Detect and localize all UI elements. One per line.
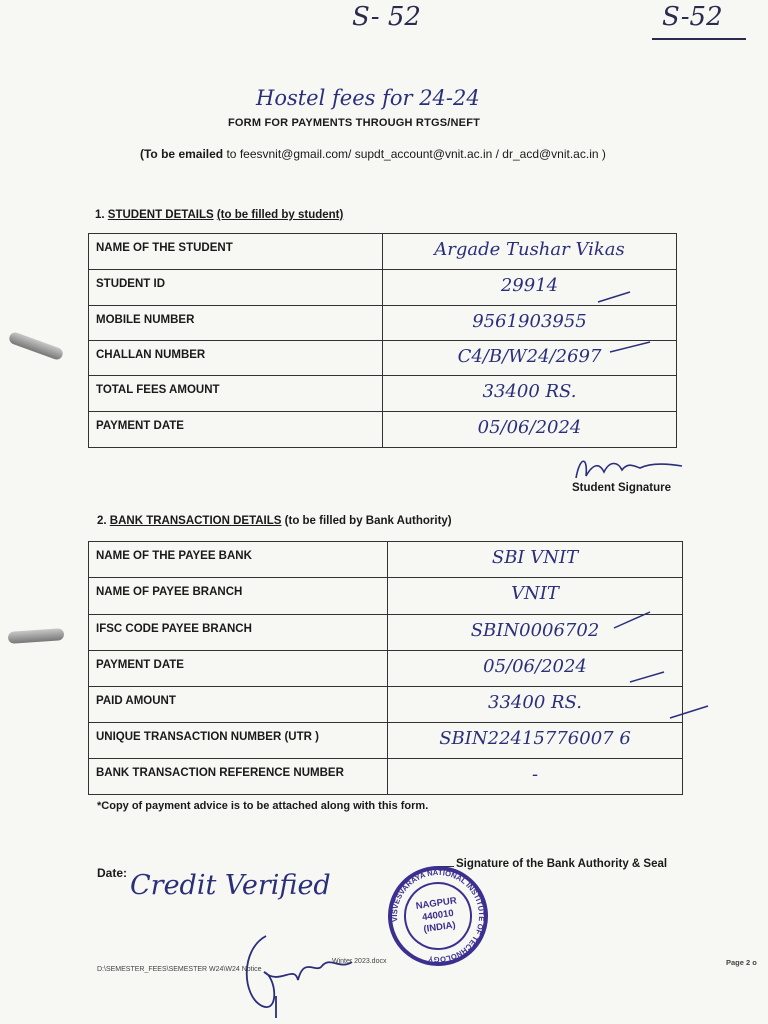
section-2-heading [97, 515, 452, 527]
handwritten-credit-verified: Credit Verified [130, 870, 331, 901]
tick-marks-section-1 [590, 280, 710, 400]
table-row [89, 651, 683, 687]
email-instructions-addresses: to feesvnit@gmail.com/ supdt_account@vnit.ac.in / dr_acd@vnit.ac.in ) [223, 147, 606, 161]
row-value: 29914 [383, 270, 677, 306]
seal-country: (INDIA) [422, 919, 457, 936]
student-signature-scribble [570, 452, 690, 486]
row-label: PAYMENT DATE [89, 412, 383, 448]
section-2-title: BANK TRANSACTION DETAILS [109, 515, 282, 527]
table-row [89, 412, 677, 448]
date-label: Date: [97, 866, 128, 880]
table-row [89, 759, 683, 795]
row-label: NAME OF PAYEE BRANCH [89, 578, 388, 615]
row-label: IFSC CODE PAYEE BRANCH [89, 615, 388, 651]
row-label: TOTAL FEES AMOUNT [89, 376, 383, 412]
bank-signature-label: Signature of the Bank Authority & Seal [456, 858, 668, 870]
table-row [89, 578, 683, 615]
row-value: SBIN0006702 [388, 615, 683, 651]
row-label: STUDENT ID [89, 270, 383, 306]
copy-payment-note: *Copy of payment advice is to be attached along with this form. [97, 800, 429, 812]
student-details-table [88, 233, 677, 448]
footer-file-path-tail: Winter 2023.docx [332, 958, 387, 965]
section-1-note: (to be filled by student) [216, 209, 344, 221]
section-2-note: (to be filled by Bank Authority) [284, 515, 452, 527]
section-2-number: 2. [97, 515, 107, 527]
row-value: 33400 RS. [388, 687, 683, 723]
email-instructions-prefix: (To be emailed [140, 147, 224, 161]
email-instructions [140, 147, 606, 161]
row-label: PAID AMOUNT [89, 687, 388, 723]
row-label: CHALLAN NUMBER [89, 341, 383, 376]
table-row [89, 270, 677, 306]
seal-city: NAGPUR [415, 895, 458, 912]
table-row [89, 306, 677, 341]
row-value: - [388, 759, 683, 795]
tick-marks-section-2 [600, 600, 730, 730]
svg-text:VISVESVARAYA NATIONAL INSTITUT [384, 862, 493, 971]
section-1-title: STUDENT DETAILS [107, 209, 214, 221]
section-1-number: 1. [95, 209, 105, 221]
row-label: MOBILE NUMBER [89, 306, 383, 341]
seal-ring-label: VISVESVARAYA NATIONAL INSTITUTE OF TECHNOLOGY [389, 867, 487, 965]
row-value: SBI VNIT [388, 542, 683, 578]
table-row [89, 723, 683, 759]
table-row [89, 542, 683, 578]
table-row [89, 376, 677, 412]
row-value: VNIT [388, 578, 683, 615]
handwritten-title: Hostel fees for 24-24 [256, 86, 480, 110]
row-label: NAME OF THE STUDENT [89, 234, 383, 270]
row-label: BANK TRANSACTION REFERENCE NUMBER [89, 759, 388, 795]
page-number-label: Page 2 o [726, 958, 757, 967]
section-1-heading [95, 209, 343, 221]
row-label: PAYMENT DATE [89, 651, 388, 687]
top-mark-left: S- 52 [352, 2, 421, 32]
row-value: C4/B/W24/2697 [383, 341, 677, 376]
row-value: 9561903955 [383, 306, 677, 341]
bank-transaction-table [88, 541, 683, 795]
row-value: 33400 RS. [383, 376, 677, 412]
form-title: FORM FOR PAYMENTS THROUGH RTGS/NEFT [228, 117, 481, 129]
binder-ring-upper [8, 331, 65, 361]
seal-ring-text [382, 860, 495, 973]
row-value: 05/06/2024 [388, 651, 683, 687]
student-signature-label: Student Signature [572, 482, 672, 494]
table-row [89, 341, 677, 376]
footer-file-path: D:\SEMESTER_FEES\SEMESTER W24\W24 Notice [97, 966, 262, 973]
officer-signature-scribble [236, 926, 376, 1020]
table-row [89, 687, 683, 723]
binder-ring-lower [8, 628, 65, 644]
top-mark-underline [652, 38, 746, 40]
top-mark-right: S-52 [662, 2, 723, 32]
row-value: Argade Tushar Vikas [383, 234, 677, 270]
row-value: SBIN22415776007 6 [388, 723, 683, 759]
row-value: 05/06/2024 [383, 412, 677, 448]
table-row [89, 234, 677, 270]
table-row [89, 615, 683, 651]
seal-pincode: 440010 [421, 907, 455, 924]
row-label: UNIQUE TRANSACTION NUMBER (UTR ) [89, 723, 388, 759]
institute-seal [382, 860, 495, 973]
row-label: NAME OF THE PAYEE BANK [89, 542, 388, 578]
